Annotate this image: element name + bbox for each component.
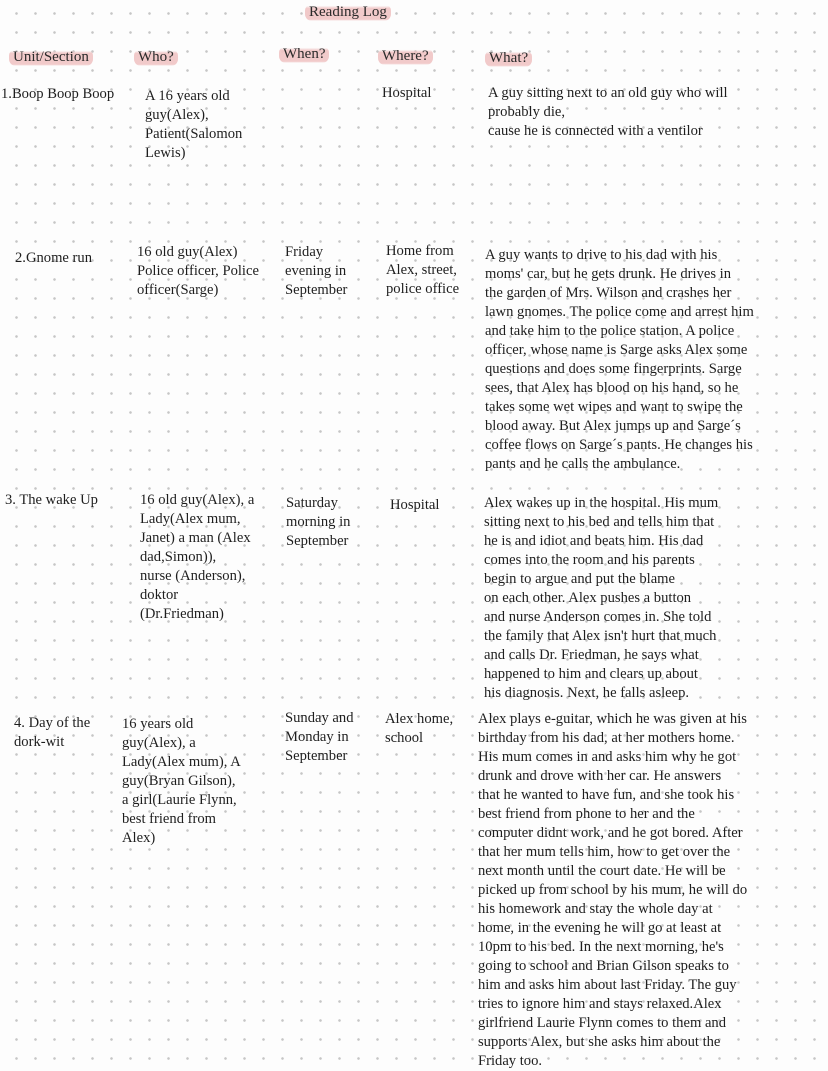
row-1-where: Hospital bbox=[382, 85, 432, 101]
row-3-what: Alex wakes up in the hospital. His mum sitting next to his bed and tells him that he is and idiot and beats him. His dad comes into the room and his parents begin to argue and put the blame on each other. Alex pushes a button and nurse Anderson comes in. She told the family that Alex isn't hurt that much and calls Dr. Friedman, he says what happened to him and clears up about his diagnosis. Next, he falls asleep. bbox=[484, 495, 719, 701]
header-what: What? bbox=[485, 50, 532, 67]
row-3-when: Saturday morning in September bbox=[286, 495, 351, 549]
row-4-what: Alex plays e-guitar, which he was given at his birthday from his dad, at her mothers home. His mum comes in and asks him why he got drunk and drove with her car. He answers that he wanted to have fun, and she took his best friend from phone to her and the computer didnt work, and he got bored. After that her mum tells him, how to get over the next month until the court date. He will be picked up from school by his mum, he will do his homework and stay the whole day at home, in the evening he will go at least at 10pm to his bed. In the next morning, he's going to school and Brian Gilson speaks to him and asks him about last Friday. The guy tries to ignore him and stays relaxed.Alex girlfriend Laurie Flynn comes to them and supports Alex, but she asks him about the Friday too. bbox=[478, 711, 748, 1069]
row-2-what: A guy wants to drive to his dad with his moms' car, but he gets drunk. He drives in the garden of Mrs. Wilson and crashes her lawn gnomes. The police come and arrest him and take him to the police station. A police officer, whose name is Sarge asks Alex some questions and does some fingerprints. Sarge sees, that Alex has blood on his hand, so he takes some wet wipes and want to swipe the blood away. But Alex jumps up and Sarge´s coffee flows on Sarge´s pants. He changes his pants and he calls the ambulance. bbox=[485, 247, 754, 472]
header-when: When? bbox=[279, 46, 329, 63]
row-4-when: Sunday and Monday in September bbox=[285, 710, 354, 764]
row-2-where: Home from Alex, street, police office bbox=[386, 243, 460, 297]
row-1-unit: 1.Boop Boop Boop bbox=[1, 86, 115, 102]
header-who: Who? bbox=[134, 49, 178, 66]
row-3-unit: 3. The wake Up bbox=[5, 492, 98, 508]
row-2-who: 16 old guy(Alex) Police officer, Police officer(Sarge) bbox=[137, 244, 259, 298]
row-1-who: A 16 years old guy(Alex), Patient(Salomon Lewis) bbox=[145, 88, 243, 161]
row-2-unit: 2.Gnome run bbox=[15, 250, 93, 266]
row-4-unit: 4. Day of the dork-wit bbox=[14, 715, 91, 750]
row-3-where: Hospital bbox=[390, 497, 440, 513]
row-3-who: 16 old guy(Alex), a Lady(Alex mum, Janet) a man (Alex dad,Simon)), nurse (Anderson), doktor (Dr.Friedman) bbox=[140, 492, 255, 622]
row-4-who: 16 years old guy(Alex), a Lady(Alex mum), A guy(Bryan Gilson), a girl(Laurie Flynn, best friend from Alex) bbox=[122, 716, 241, 846]
header-unit-section: Unit/Section bbox=[9, 49, 93, 66]
header-where: Where? bbox=[378, 48, 433, 65]
page-title: Reading Log bbox=[305, 4, 391, 21]
row-1-what: A guy sitting next to an old guy who will probably die, cause he is connected with a ventilor bbox=[488, 85, 728, 139]
row-4-where: Alex home, school bbox=[385, 711, 454, 746]
row-2-when: Friday evening in September bbox=[285, 244, 348, 298]
